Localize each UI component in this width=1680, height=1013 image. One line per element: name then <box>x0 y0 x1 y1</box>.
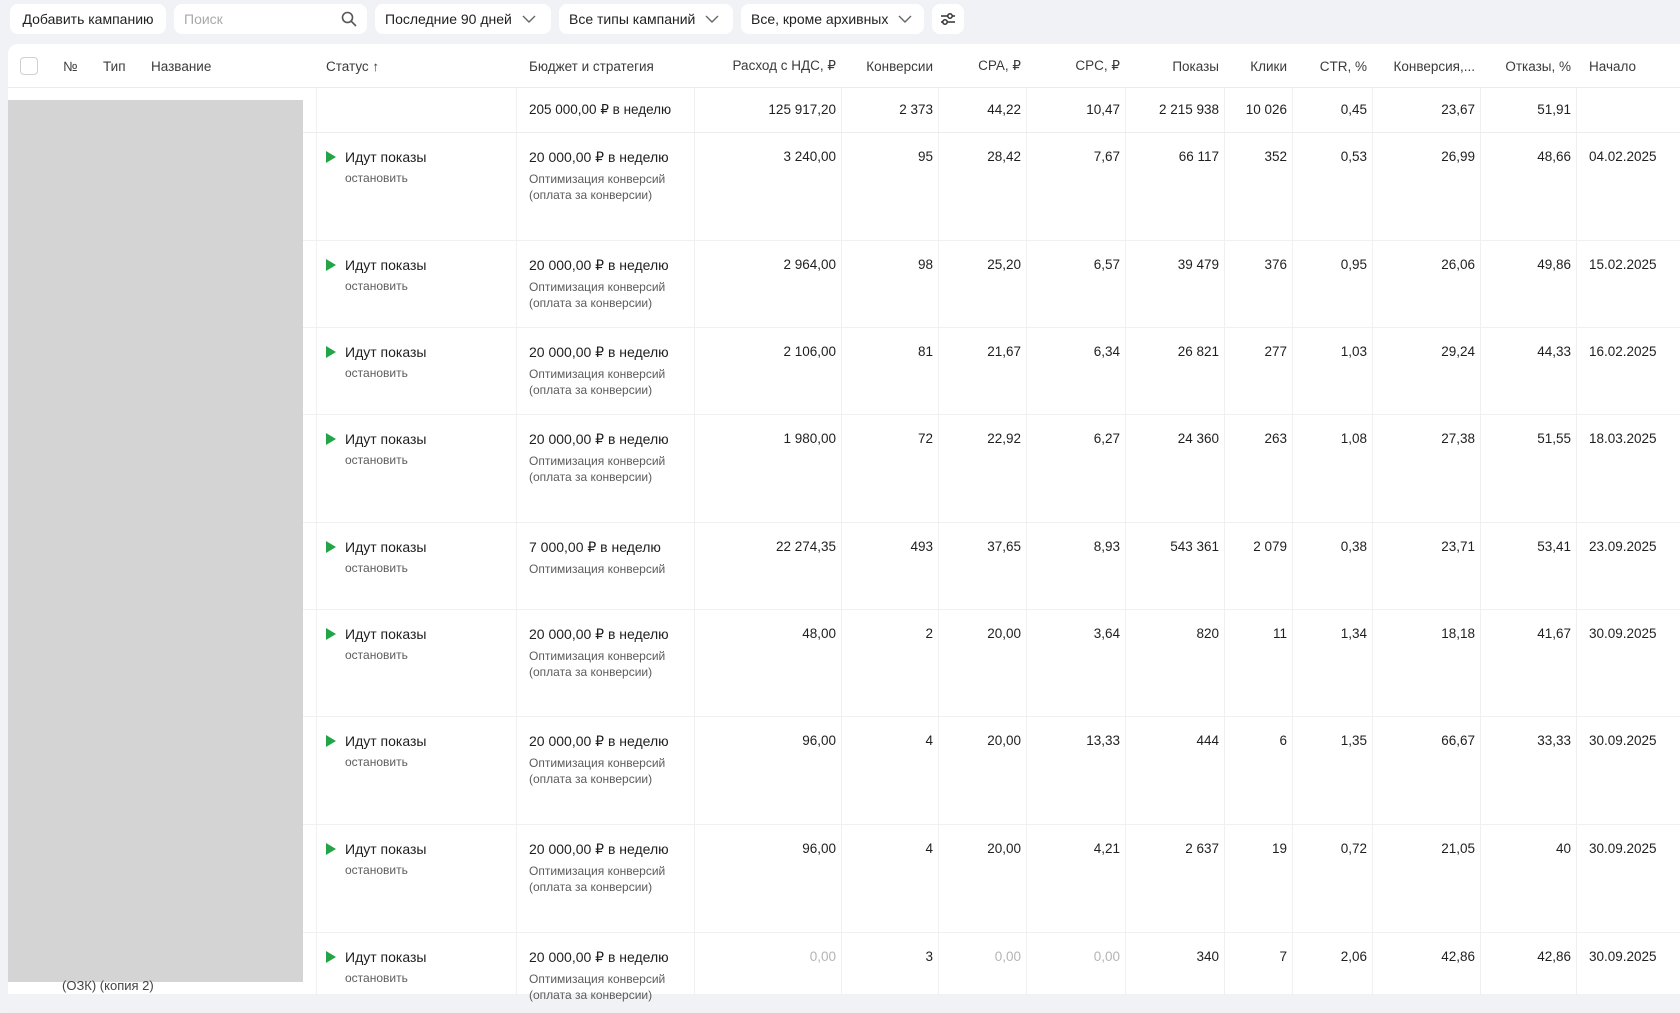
cell-cpc: 8,93 <box>1093 539 1120 554</box>
chevron-down-icon <box>522 12 536 26</box>
cell-conv-rate: 27,38 <box>1441 431 1475 446</box>
cell-spend: 3 240,00 <box>783 149 836 164</box>
budget-cell <box>529 431 669 485</box>
cell-start: 16.02.2025 <box>1589 344 1657 359</box>
strategy-payment: (оплата за конверсии) <box>529 188 653 202</box>
cell-impressions: 24 360 <box>1177 431 1219 446</box>
cell-bounces: 41,67 <box>1537 626 1571 641</box>
cell-impressions: 820 <box>1196 626 1219 641</box>
cell-cpa: 0,00 <box>994 949 1021 964</box>
cell-ctr: 0,53 <box>1340 149 1367 164</box>
budget-cell <box>529 149 669 203</box>
budget-amount: 20 000,00 ₽ в неделю <box>529 431 669 447</box>
status-cell <box>326 431 426 467</box>
stop-campaign-link[interactable]: остановить <box>345 279 408 293</box>
status-cell <box>326 539 426 575</box>
cell-impressions: 26 821 <box>1177 344 1219 359</box>
budget-cell <box>529 539 665 577</box>
play-icon <box>326 843 336 855</box>
cell-cpa: 20,00 <box>987 841 1021 856</box>
strategy-name: Оптимизация конверсий <box>529 864 666 878</box>
total-budget: 205 000,00 ₽ в неделю <box>529 102 672 117</box>
play-icon <box>326 433 336 445</box>
strategy-label <box>529 279 669 311</box>
strategy-payment: (оплата за конверсии) <box>529 470 653 484</box>
cell-conv-rate: 66,67 <box>1441 733 1475 748</box>
cell-conversions: 4 <box>925 733 933 748</box>
partial-campaign-name: (ОЗК) (копия 2) <box>62 978 154 993</box>
toolbar <box>10 4 964 34</box>
status-cell <box>326 257 426 293</box>
header-cpc[interactable]: CPC, ₽ <box>1075 58 1120 73</box>
search-input[interactable] <box>184 11 334 27</box>
play-icon <box>326 735 336 747</box>
status-cell <box>326 626 426 662</box>
header-conversions[interactable]: Конверсии <box>866 58 933 74</box>
cell-ctr: 0,72 <box>1340 841 1367 856</box>
cell-bounces: 44,33 <box>1537 344 1571 359</box>
header-num[interactable]: № <box>63 58 78 74</box>
budget-cell <box>529 949 669 1003</box>
cell-clicks: 263 <box>1264 431 1287 446</box>
header-type[interactable]: Тип <box>103 58 126 74</box>
strategy-label <box>529 971 669 1003</box>
cell-conversions: 72 <box>917 431 933 446</box>
cell-conv-rate: 29,24 <box>1441 344 1475 359</box>
play-icon <box>326 259 336 271</box>
archive-filter-label: Все, кроме архивных <box>751 11 889 27</box>
budget-cell <box>529 626 669 680</box>
stop-campaign-link[interactable]: остановить <box>345 561 408 575</box>
cell-impressions: 2 637 <box>1185 841 1219 856</box>
status-label: Идут показы <box>345 949 427 965</box>
cell-clicks: 277 <box>1264 344 1287 359</box>
cell-bounces: 33,33 <box>1537 733 1571 748</box>
cell-ctr: 1,35 <box>1340 733 1367 748</box>
cell-bounces: 48,66 <box>1537 149 1571 164</box>
period-dropdown[interactable] <box>375 4 551 34</box>
status-label: Идут показы <box>345 431 427 447</box>
cell-cpc: 13,33 <box>1086 733 1120 748</box>
cell-cpa: 21,67 <box>987 344 1021 359</box>
cell-bounces: 53,41 <box>1537 539 1571 554</box>
cell-bounces: 40 <box>1555 841 1571 856</box>
budget-amount: 20 000,00 ₽ в неделю <box>529 149 669 165</box>
cell-cpc: 7,67 <box>1093 149 1120 164</box>
strategy-name: Оптимизация конверсий <box>529 562 666 576</box>
play-icon <box>326 346 336 358</box>
cell-start: 30.09.2025 <box>1589 733 1657 748</box>
cell-cpc: 6,27 <box>1093 431 1120 446</box>
search-box[interactable] <box>174 4 367 34</box>
cell-clicks: 376 <box>1264 257 1287 272</box>
strategy-payment: (оплата за конверсии) <box>529 772 653 786</box>
cell-conversions: 81 <box>917 344 933 359</box>
stop-campaign-link[interactable]: остановить <box>345 971 408 985</box>
header-ctr[interactable]: CTR, % <box>1319 58 1367 74</box>
cell-bounces: 49,86 <box>1537 257 1571 272</box>
total-clicks: 10 026 <box>1245 102 1287 117</box>
cell-cpc: 3,64 <box>1093 626 1120 641</box>
cell-ctr: 1,03 <box>1340 344 1367 359</box>
cell-clicks: 19 <box>1271 841 1287 856</box>
cell-clicks: 352 <box>1264 149 1287 164</box>
cell-impressions: 444 <box>1196 733 1219 748</box>
cell-cpa: 20,00 <box>987 733 1021 748</box>
cell-spend: 48,00 <box>802 626 836 641</box>
stop-campaign-link[interactable]: остановить <box>345 366 408 380</box>
strategy-label <box>529 366 669 398</box>
cell-spend: 0,00 <box>809 949 836 964</box>
budget-amount: 20 000,00 ₽ в неделю <box>529 257 669 273</box>
campaigns-table <box>8 44 1680 1002</box>
cell-start: 30.09.2025 <box>1589 949 1657 964</box>
period-dropdown-label: Последние 90 дней <box>385 11 512 27</box>
header-cpa[interactable]: CPA, ₽ <box>978 58 1021 73</box>
status-cell <box>326 841 426 877</box>
cell-start: 18.03.2025 <box>1589 431 1657 446</box>
budget-cell <box>529 733 669 787</box>
cell-impressions: 340 <box>1196 949 1219 964</box>
status-label: Идут показы <box>345 149 427 165</box>
total-ctr: 0,45 <box>1340 102 1367 117</box>
budget-amount: 7 000,00 ₽ в неделю <box>529 539 661 555</box>
status-label: Идут показы <box>345 539 427 555</box>
campaign-types-dropdown[interactable] <box>559 4 733 34</box>
status-label: Идут показы <box>345 626 427 642</box>
cell-conv-rate: 26,06 <box>1441 257 1475 272</box>
strategy-label <box>529 453 669 485</box>
status-label: Идут показы <box>345 257 427 273</box>
cell-clicks: 2 079 <box>1253 539 1287 554</box>
strategy-name: Оптимизация конверсий <box>529 972 666 986</box>
sliders-icon <box>939 11 957 27</box>
cell-conv-rate: 18,18 <box>1441 626 1475 641</box>
cell-spend: 22 274,35 <box>775 539 836 554</box>
status-label: Идут показы <box>345 841 427 857</box>
cell-conv-rate: 23,71 <box>1441 539 1475 554</box>
cell-start: 30.09.2025 <box>1589 841 1657 856</box>
cell-cpc: 4,21 <box>1093 841 1120 856</box>
cell-conversions: 3 <box>925 949 933 964</box>
stop-campaign-link[interactable]: остановить <box>345 171 408 185</box>
cell-spend: 2 964,00 <box>783 257 836 272</box>
cell-spend: 96,00 <box>802 841 836 856</box>
campaign-types-label: Все типы кампаний <box>569 11 696 27</box>
cell-impressions: 39 479 <box>1177 257 1219 272</box>
budget-amount: 20 000,00 ₽ в неделю <box>529 949 669 965</box>
play-icon <box>326 541 336 553</box>
cell-bounces: 51,55 <box>1537 431 1571 446</box>
cell-conversions: 4 <box>925 841 933 856</box>
cell-spend: 1 980,00 <box>783 431 836 446</box>
header-bounces[interactable]: Отказы, % <box>1505 58 1571 74</box>
cell-spend: 2 106,00 <box>783 344 836 359</box>
budget-amount: 20 000,00 ₽ в неделю <box>529 841 669 857</box>
cell-conversions: 493 <box>910 539 933 554</box>
strategy-payment: (оплата за конверсии) <box>529 988 653 1002</box>
total-bounces: 51,91 <box>1537 102 1571 117</box>
strategy-label <box>529 648 669 680</box>
stop-campaign-link[interactable]: остановить <box>345 453 408 467</box>
select-all-checkbox[interactable] <box>20 57 38 75</box>
total-impressions: 2 215 938 <box>1158 102 1219 117</box>
cell-clicks: 7 <box>1279 949 1287 964</box>
cell-ctr: 0,38 <box>1340 539 1367 554</box>
strategy-label <box>529 561 665 577</box>
cell-impressions: 66 117 <box>1178 149 1219 164</box>
header-name[interactable]: Название <box>151 58 212 74</box>
filter-settings-button[interactable] <box>932 4 964 34</box>
header-spend[interactable]: Расход с НДС, ₽ <box>732 58 836 73</box>
header-clicks[interactable]: Клики <box>1250 58 1287 74</box>
budget-amount: 20 000,00 ₽ в неделю <box>529 733 669 749</box>
status-cell <box>326 733 426 769</box>
total-cpc: 10,47 <box>1086 102 1120 117</box>
archive-filter-dropdown[interactable] <box>741 4 924 34</box>
header-status[interactable]: Статус ↑ <box>326 58 380 74</box>
strategy-name: Оптимизация конверсий <box>529 649 666 663</box>
cell-start: 30.09.2025 <box>1589 626 1657 641</box>
header-conv-rate[interactable]: Конверсия,... <box>1393 58 1475 74</box>
cell-start: 23.09.2025 <box>1589 539 1657 554</box>
header-impressions[interactable]: Показы <box>1172 58 1219 74</box>
cell-ctr: 2,06 <box>1340 949 1367 964</box>
strategy-label <box>529 171 669 203</box>
cell-ctr: 0,95 <box>1340 257 1367 272</box>
cell-cpa: 28,42 <box>987 149 1021 164</box>
status-cell <box>326 949 426 985</box>
cell-cpc: 6,34 <box>1093 344 1120 359</box>
cell-ctr: 1,08 <box>1340 431 1367 446</box>
cell-conversions: 2 <box>925 626 933 641</box>
redacted-name-area <box>8 100 303 982</box>
cell-bounces: 42,86 <box>1537 949 1571 964</box>
play-icon <box>326 951 336 963</box>
total-conv-rate: 23,67 <box>1441 102 1475 117</box>
header-budget[interactable]: Бюджет и стратегия <box>529 58 654 74</box>
cell-impressions: 543 361 <box>1170 539 1219 554</box>
status-label: Идут показы <box>345 733 427 749</box>
stop-campaign-link[interactable]: остановить <box>345 863 408 877</box>
budget-amount: 20 000,00 ₽ в неделю <box>529 626 669 642</box>
stop-campaign-link[interactable]: остановить <box>345 755 408 769</box>
add-campaign-button[interactable]: Добавить кампанию <box>10 4 166 34</box>
strategy-payment: (оплата за конверсии) <box>529 880 653 894</box>
status-label: Идут показы <box>345 344 427 360</box>
cell-cpc: 6,57 <box>1093 257 1120 272</box>
strategy-payment: (оплата за конверсии) <box>529 383 653 397</box>
strategy-label <box>529 863 669 895</box>
cell-ctr: 1,34 <box>1340 626 1367 641</box>
cell-cpa: 22,92 <box>987 431 1021 446</box>
chevron-down-icon <box>898 12 912 26</box>
strategy-name: Оптимизация конверсий <box>529 756 666 770</box>
status-cell <box>326 344 426 380</box>
strategy-payment: (оплата за конверсии) <box>529 665 653 679</box>
total-cpa: 44,22 <box>987 102 1021 117</box>
cell-conversions: 95 <box>917 149 933 164</box>
cell-spend: 96,00 <box>802 733 836 748</box>
budget-amount: 20 000,00 ₽ в неделю <box>529 344 669 360</box>
strategy-name: Оптимизация конверсий <box>529 367 666 381</box>
total-conversions: 2 373 <box>899 102 933 117</box>
cell-cpa: 25,20 <box>987 257 1021 272</box>
strategy-label <box>529 755 669 787</box>
cell-conv-rate: 26,99 <box>1441 149 1475 164</box>
cell-cpa: 20,00 <box>987 626 1021 641</box>
cell-cpa: 37,65 <box>987 539 1021 554</box>
cell-cpc: 0,00 <box>1093 949 1120 964</box>
cell-clicks: 6 <box>1279 733 1287 748</box>
cell-clicks: 11 <box>1272 626 1287 641</box>
status-cell <box>326 149 426 185</box>
total-spend: 125 917,20 <box>768 102 836 117</box>
header-start[interactable]: Начало <box>1589 58 1637 74</box>
strategy-payment: (оплата за конверсии) <box>529 296 653 310</box>
cell-start: 15.02.2025 <box>1589 257 1657 272</box>
cell-conv-rate: 21,05 <box>1441 841 1475 856</box>
strategy-name: Оптимизация конверсий <box>529 280 666 294</box>
cell-conv-rate: 42,86 <box>1441 949 1475 964</box>
search-icon[interactable] <box>341 11 357 27</box>
budget-cell <box>529 344 669 398</box>
chevron-down-icon <box>705 12 719 26</box>
cell-start: 04.02.2025 <box>1589 149 1657 164</box>
strategy-name: Оптимизация конверсий <box>529 454 666 468</box>
play-icon <box>326 628 336 640</box>
table-header <box>8 44 1680 88</box>
play-icon <box>326 151 336 163</box>
budget-cell <box>529 257 669 311</box>
cell-conversions: 98 <box>917 257 933 272</box>
budget-cell <box>529 841 669 895</box>
strategy-name: Оптимизация конверсий <box>529 172 666 186</box>
stop-campaign-link[interactable]: остановить <box>345 648 408 662</box>
